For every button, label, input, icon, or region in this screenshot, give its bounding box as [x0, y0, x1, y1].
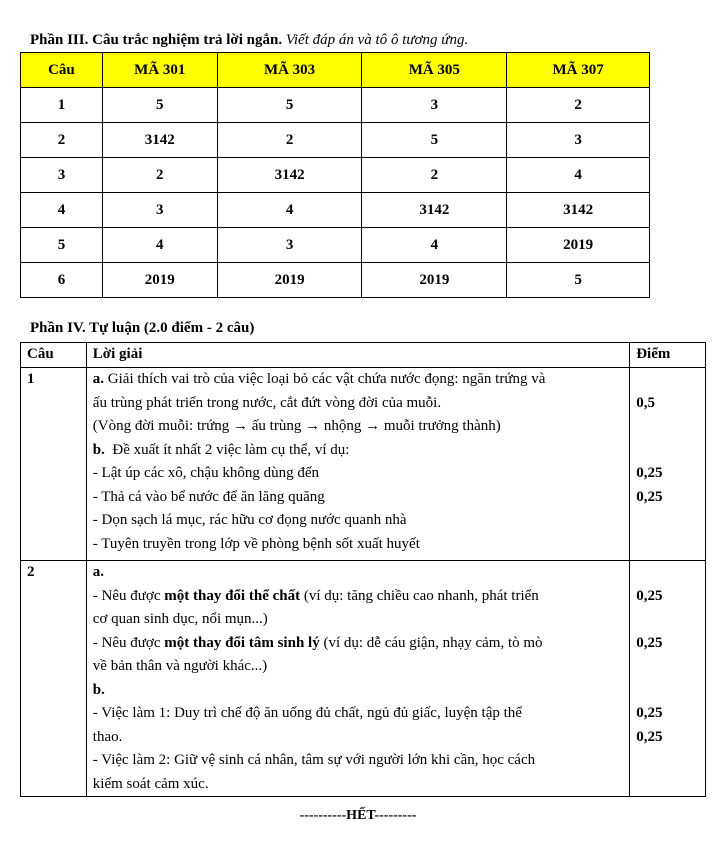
cell: 3 — [217, 228, 362, 263]
cell: 2 — [217, 123, 362, 158]
part3-title-bold: Phần III. Câu trắc nghiệm trả lời ngắn. — [30, 32, 283, 48]
q2-a2-bold: một thay đổi tâm sinh lý — [164, 634, 320, 651]
cell: 3 — [102, 193, 217, 228]
q2-a1-line2: cơ quan sinh dục, nổi mụn...) — [92, 611, 268, 627]
part3-title-italic: Viết đáp án và tô ô tương ứng. — [285, 32, 469, 48]
header-ma-301: MÃ 301 — [102, 53, 217, 88]
q2-a1-line1 — [93, 585, 623, 609]
question-2-solution — [86, 561, 629, 797]
q1-a-label: a. — [92, 371, 105, 387]
cell: 4 — [362, 228, 507, 263]
cell: 2 — [102, 158, 217, 193]
q1-a-text1: Giải thích vai trò của việc loại bỏ các vật chứa nước đọng: ngăn trứng và — [107, 371, 546, 387]
table-row — [21, 158, 650, 193]
q2-a1-bold: một thay đổi thể chất — [164, 587, 301, 604]
cell: 2019 — [217, 263, 362, 298]
q2-pts-b1: 0,25 — [636, 705, 663, 721]
cell: 3 — [507, 123, 650, 158]
header-ma-303: MÃ 303 — [217, 53, 362, 88]
question-2-points — [630, 561, 706, 797]
q2-pts-a2: 0,25 — [636, 634, 663, 651]
q2-pts-b2: 0,25 — [636, 728, 663, 745]
q1-a-line3: (Vòng đời muỗi: trứng → ấu trùng → nhộng → muỗi trưởng thành) — [92, 418, 501, 434]
question-1-row — [21, 368, 706, 561]
part4-title: Phần IV. Tự luận (2.0 điểm - 2 câu) — [30, 320, 255, 336]
cell: 2019 — [362, 263, 507, 298]
q1-b-item3: - Dọn sạch lá mục, rác hữu cơ đọng nước quanh nhà — [92, 512, 407, 528]
cell: 5 — [507, 263, 650, 298]
table-row — [21, 193, 650, 228]
q2-pts-a1: 0,25 — [636, 587, 663, 604]
table-row — [21, 228, 650, 263]
cell: 2019 — [507, 228, 650, 263]
essay-table — [20, 342, 706, 797]
cell-cau: 1 — [21, 88, 103, 123]
q2-a2-post: (ví dụ: dễ cáu giận, nhạy cảm, tò mò — [319, 634, 543, 651]
cell: 3142 — [102, 123, 217, 158]
q2-b1-line1: - Việc làm 1: Duy trì chế độ ăn uống đủ chất, ngủ đủ giấc, luyện tập thể — [92, 705, 522, 721]
q1-pts-b2: 0,25 — [636, 488, 663, 505]
cell: 3 — [362, 88, 507, 123]
cell: 2019 — [102, 263, 217, 298]
table-row — [21, 263, 650, 298]
q1-b-item2: - Thả cá vào bể nước để ăn lăng quăng — [92, 488, 325, 505]
q2-a1-post: (ví dụ: tăng chiều cao nhanh, phát triển — [300, 587, 539, 604]
header-cau: Câu — [21, 53, 103, 88]
q2-a1-pre: - Nêu được — [92, 587, 165, 604]
q2-a2-line1 — [93, 632, 623, 656]
header-ma-305: MÃ 305 — [362, 53, 507, 88]
cell: 5 — [217, 88, 362, 123]
cell: 4 — [102, 228, 217, 263]
cell: 4 — [217, 193, 362, 228]
q2-a2-pre: - Nêu được — [92, 634, 165, 651]
q1-a-line1 — [93, 368, 623, 392]
q1-a-line2: ấu trùng phát triển trong nước, cắt đứt vòng đời của muỗi. — [92, 394, 442, 411]
q1-pts-b1: 0,25 — [636, 465, 663, 481]
question-1-points — [630, 368, 706, 561]
essay-header-row — [21, 343, 706, 368]
cell: 3142 — [362, 193, 507, 228]
q1-b-item4: - Tuyên truyền trong lớp về phòng bệnh sốt xuất huyết — [92, 535, 420, 552]
q2-b1-line2: thao. — [92, 728, 123, 745]
cell-cau: 4 — [21, 193, 103, 228]
cell: 2 — [507, 88, 650, 123]
part3-title — [30, 32, 468, 49]
q1-b-text1: Đề xuất ít nhất 2 việc làm cụ thể, ví dụ: — [112, 441, 350, 458]
header-ma-307: MÃ 307 — [507, 53, 650, 88]
table-row — [21, 88, 650, 123]
cell: 2 — [362, 158, 507, 193]
question-1-number: 1 — [21, 368, 87, 561]
cell: 3142 — [507, 193, 650, 228]
header-diem: Điểm — [630, 343, 706, 368]
table-row — [21, 123, 650, 158]
q2-b2-line1: - Việc làm 2: Giữ vệ sinh cá nhân, tâm sự với người lớn khi cần, học cách — [92, 752, 536, 768]
cell-cau: 6 — [21, 263, 103, 298]
question-2-number: 2 — [21, 561, 87, 797]
q2-b2-line2: kiểm soát cảm xúc. — [92, 775, 209, 792]
q1-pts-a: 0,5 — [636, 394, 655, 411]
cell: 5 — [102, 88, 217, 123]
end-marker: ----------HẾT--------- — [299, 808, 417, 823]
cell-cau: 5 — [21, 228, 103, 263]
q1-b-label: b. — [92, 441, 105, 458]
cell: 4 — [507, 158, 650, 193]
cell-cau: 3 — [21, 158, 103, 193]
answer-key-table — [20, 52, 650, 298]
q1-b-line1 — [93, 439, 623, 463]
question-2-row — [21, 561, 706, 797]
q1-b-item1: - Lật úp các xô, chậu không dùng đến — [92, 465, 319, 481]
q2-a2-line2: về bản thân và người khác...) — [92, 658, 268, 674]
q2-b-label: b. — [92, 681, 105, 698]
q2-a-label: a. — [92, 564, 105, 580]
cell-cau: 2 — [21, 123, 103, 158]
question-1-solution — [86, 368, 629, 561]
cell: 3142 — [217, 158, 362, 193]
header-loi-giai: Lời giải — [86, 343, 629, 368]
header-cau: Câu — [21, 343, 87, 368]
cell: 5 — [362, 123, 507, 158]
answer-key-header-row — [21, 53, 650, 88]
